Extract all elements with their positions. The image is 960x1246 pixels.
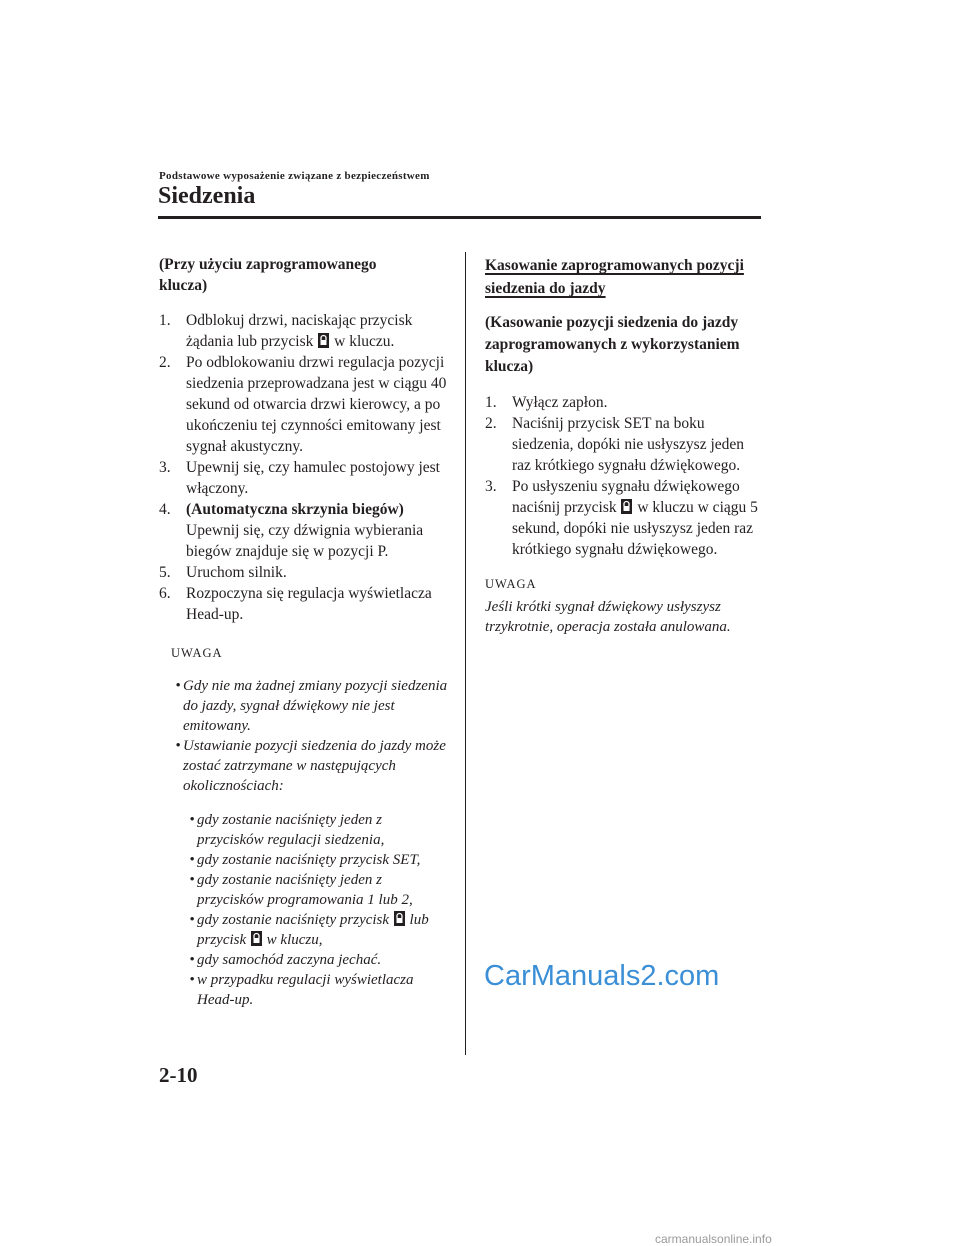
note-label: UWAGA xyxy=(485,577,537,591)
step-2 xyxy=(485,413,765,476)
step-number: 1. xyxy=(159,312,171,329)
note-text: Jeśli krótki sygnał dźwiękowy usłyszysz trzykrotnie, operacja została anulowana. xyxy=(485,599,731,635)
section-heading xyxy=(485,254,765,300)
footer-watermark: carmanualsonline.info xyxy=(655,1232,772,1246)
step-number: 6. xyxy=(159,585,171,602)
step-2 xyxy=(159,352,449,457)
step-text: Rozpoczyna się regulacja wyświetlacza Head-up. xyxy=(186,585,432,623)
note-bullet-text: Gdy nie ma żadnej zmiany pozycji siedzenia do jazdy, sygnał dźwiękowy nie jest emitowany. xyxy=(183,678,448,734)
step-number: 3. xyxy=(159,459,171,476)
page-number: 2-10 xyxy=(159,1063,198,1087)
step-3 xyxy=(159,457,449,499)
note-bullet: • Gdy nie ma żadnej zmiany pozycji siedzenia do jazdy, sygnał dźwiękowy nie jest emitowany. xyxy=(175,678,448,734)
step-1 xyxy=(485,392,765,413)
section-heading-line: siedzenia do jazdy xyxy=(485,280,606,297)
step-text: Uruchom silnik. xyxy=(186,564,287,581)
right-column xyxy=(485,254,765,637)
step-4 xyxy=(159,499,449,562)
subheading-line: klucza) xyxy=(159,277,208,294)
step-text: Wyłącz zapłon. xyxy=(512,394,608,411)
step-number: 3. xyxy=(485,478,497,495)
step-1 xyxy=(159,310,449,352)
sub-bullet: • w przypadku regulacji wyświetlacza Head-up. xyxy=(187,970,449,1010)
column-divider xyxy=(465,252,466,1055)
header-rule xyxy=(158,216,761,219)
step-line: Odblokuj drzwi, naciskając przycisk xyxy=(186,312,413,329)
page-title: Siedzenia xyxy=(158,183,256,209)
lock-icon xyxy=(621,499,632,514)
step-5 xyxy=(159,562,449,583)
subheading-line: (Przy użyciu zaprogramowanego xyxy=(159,256,377,273)
watermark-logo: CarManuals2.com xyxy=(484,960,720,992)
sub-bullet: • gdy zostanie naciśnięty jeden z przycisków regulacji siedzenia, xyxy=(187,810,449,850)
step-number: 2. xyxy=(485,415,497,432)
subheading xyxy=(159,254,449,296)
step-text: Po usłyszeniu sygnału dźwiękowego naciśnij przycisk w kluczu w ciągu 5 sekund, dopóki nie usłyszysz jeden raz krótkiego sygnału dźwiękowego. xyxy=(512,478,758,558)
note-bullet-text: Ustawianie pozycji siedzenia do jazdy może zostać zatrzymane w następujących okolicznościach: xyxy=(183,738,446,794)
sub-bullet-text: gdy zostanie naciśnięty jeden z przycisków regulacji siedzenia, xyxy=(197,812,385,848)
note-body xyxy=(173,676,449,1010)
sub-bullet-text: gdy samochód zaczyna jechać. xyxy=(197,952,382,968)
step-number: 2. xyxy=(159,354,171,371)
step-number: 4. xyxy=(159,501,171,518)
sub-bullet: • gdy samochód zaczyna jechać. xyxy=(187,950,449,970)
sub-bullet: • gdy zostanie naciśnięty przycisk SET, xyxy=(187,850,449,870)
step-number: 1. xyxy=(485,394,497,411)
lock-icon xyxy=(251,931,262,946)
step-bold-label: (Automatyczna skrzynia biegów) xyxy=(186,501,404,518)
step-text xyxy=(186,310,449,352)
step-number: 5. xyxy=(159,564,171,581)
note-label: UWAGA xyxy=(171,646,223,660)
sub-bullet-list xyxy=(187,810,449,1010)
step-6 xyxy=(159,583,449,625)
step-text: Naciśnij przycisk SET na boku siedzenia, dopóki nie usłyszysz jeden raz krótkiego sygnału dźwiękowego. xyxy=(512,415,745,474)
lock-icon xyxy=(318,333,329,348)
step-text xyxy=(186,499,449,562)
step-line: Upewnij się, czy dźwignia wybierania biegów znajduje się w pozycji P. xyxy=(186,522,424,560)
step-3 xyxy=(485,476,765,560)
subheading: (Kasowanie pozycji siedzenia do jazdy zaprogramowanych z wykorzystaniem klucza) xyxy=(485,314,740,375)
sub-bullet: • gdy zostanie naciśnięty przycisk lub przycisk w kluczu, xyxy=(187,910,449,950)
note-bullet: • Ustawianie pozycji siedzenia do jazdy może zostać zatrzymane w następujących okolicznościach: xyxy=(173,736,449,796)
step-line: żądania lub przycisk xyxy=(186,333,318,350)
left-column xyxy=(159,254,449,1010)
sub-bullet: • gdy zostanie naciśnięty jeden z przycisków programowania 1 lub 2, xyxy=(187,870,449,910)
running-header: Podstawowe wyposażenie związane z bezpieczeństwem xyxy=(159,170,430,182)
sub-bullet-text: w przypadku regulacji wyświetlacza Head-up. xyxy=(197,972,414,1008)
sub-bullet-text: gdy zostanie naciśnięty przycisk lub przycisk w kluczu, xyxy=(197,912,429,948)
lock-icon xyxy=(394,911,405,926)
sub-bullet-text: gdy zostanie naciśnięty jeden z przycisków programowania 1 lub 2, xyxy=(197,872,413,908)
sub-bullet-text: gdy zostanie naciśnięty przycisk SET, xyxy=(197,852,421,868)
section-heading-line: Kasowanie zaprogramowanych pozycji xyxy=(485,257,744,274)
step-text: Upewnij się, czy hamulec postojowy jest włączony. xyxy=(186,459,440,497)
step-text: Po odblokowaniu drzwi regulacja pozycji siedzenia przeprowadzana jest w ciągu 40 sekund od otwarcia drzwi kierowcy, a po ukończeniu tej czynności emitowany jest sygnał akustyczny. xyxy=(186,354,447,455)
step-line: w kluczu. xyxy=(330,333,395,350)
